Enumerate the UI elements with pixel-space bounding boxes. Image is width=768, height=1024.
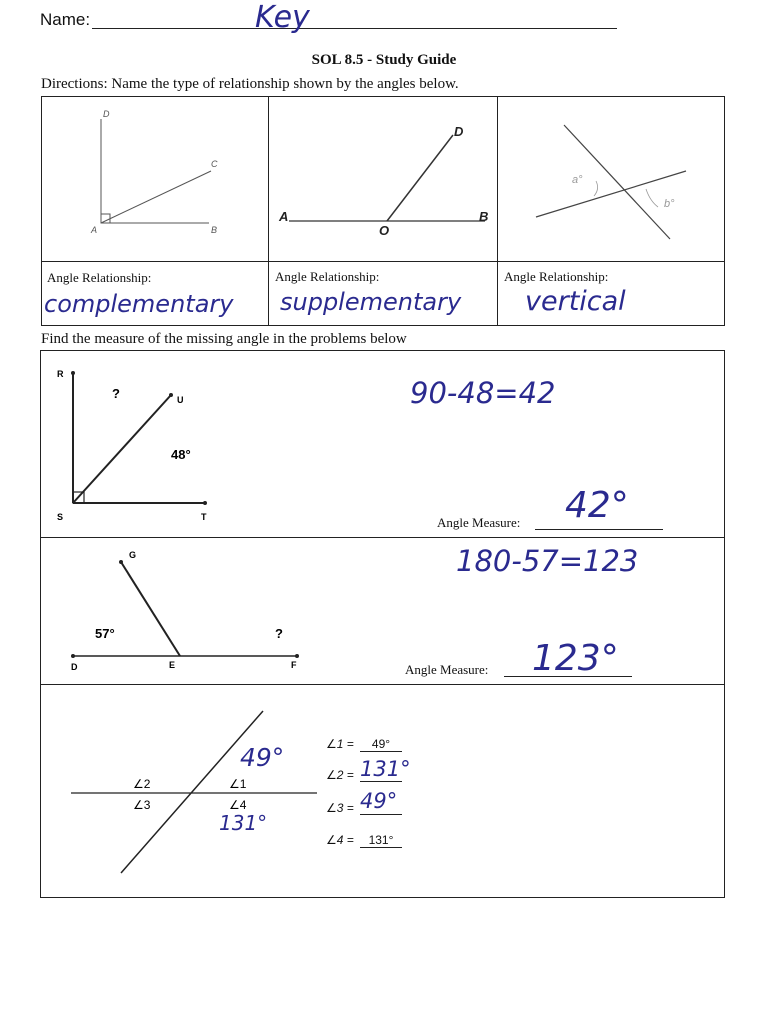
point-d-label: D (71, 662, 78, 672)
problem1-answer: 42° (565, 485, 629, 526)
problem3-angle4-value: 131° (219, 811, 268, 835)
point-s-label: S (57, 512, 64, 522)
angle-3-label: ∠3 (133, 798, 151, 812)
directions: Directions: Name the type of relationship shown by the angles below. (41, 76, 459, 92)
point-u-label: U (177, 395, 184, 405)
relationship-answer: supplementary (280, 288, 462, 316)
name-underline (92, 28, 617, 29)
angle-2-answer-underline (360, 781, 402, 782)
angle-measure-underline (535, 529, 663, 530)
relationship-label: Angle Relationship: (275, 269, 380, 284)
angle-measure-label: Angle Measure: (437, 515, 521, 530)
angle-4-label: ∠4 (229, 798, 247, 812)
point-t-label: T (201, 512, 207, 522)
problem1-work: 90-48=42 (410, 376, 556, 410)
point-e-label: E (169, 660, 176, 670)
problem1-figure (41, 351, 271, 537)
angle-b-label: b° (664, 198, 675, 210)
problem2-figure (41, 538, 311, 684)
point-b-label: B (211, 225, 218, 235)
angle-measure-label: Angle Measure: (405, 662, 489, 677)
angle-a-label: a° (572, 174, 583, 186)
problem2-work: 180-57=123 (456, 544, 639, 578)
relationship-label: Angle Relationship: (504, 269, 609, 284)
given-angle-label: 48° (171, 447, 191, 462)
point-b-label: B (479, 209, 489, 224)
angle-1-answer-label: ∠1 = (326, 737, 354, 751)
problem3-given-angle: 49° (240, 743, 285, 772)
point-a-label: A (91, 225, 98, 235)
point-d-label: D (103, 109, 110, 119)
relationship-label: Angle Relationship: (47, 270, 152, 285)
angle-3-answer-value: 49° (360, 789, 398, 813)
name-label: Name: (40, 10, 91, 29)
unknown-angle-label: ? (112, 386, 120, 401)
table-divider-h (41, 261, 725, 262)
angle-4-answer-label: ∠4 = (326, 833, 354, 847)
angle-4-answer-value: 131° (360, 833, 402, 848)
angle-1-answer-value: 49° (360, 737, 402, 752)
relationship-answer: vertical (525, 286, 626, 317)
name-value: Key (255, 0, 310, 35)
complementary-figure (41, 97, 268, 261)
problem3-figure (41, 685, 326, 897)
problem2-answer: 123° (532, 638, 619, 679)
angle-3-answer-underline (360, 814, 402, 815)
point-c-label: C (211, 159, 218, 169)
point-f-label: F (291, 660, 297, 670)
angle-3-answer-label: ∠3 = (326, 801, 354, 815)
point-r-label: R (57, 369, 64, 379)
page-title: SOL 8.5 - Study Guide (311, 52, 457, 68)
find-heading: Find the measure of the missing angle in the problems below (41, 331, 407, 347)
relationship-answer: complementary (44, 290, 234, 318)
point-a-label: A (279, 209, 289, 224)
vertical-figure (498, 97, 725, 261)
supplementary-figure (269, 97, 497, 261)
given-angle-label: 57° (95, 626, 115, 641)
point-g-label: G (129, 550, 137, 560)
point-o-label: O (379, 223, 390, 238)
unknown-angle-label: ? (275, 626, 283, 641)
point-d-label: D (454, 124, 464, 139)
angle-2-answer-value: 131° (360, 757, 411, 781)
angle-2-label: ∠2 (133, 777, 151, 791)
angle-2-answer-label: ∠2 = (326, 768, 354, 782)
angle-1-label: ∠1 (229, 777, 247, 791)
